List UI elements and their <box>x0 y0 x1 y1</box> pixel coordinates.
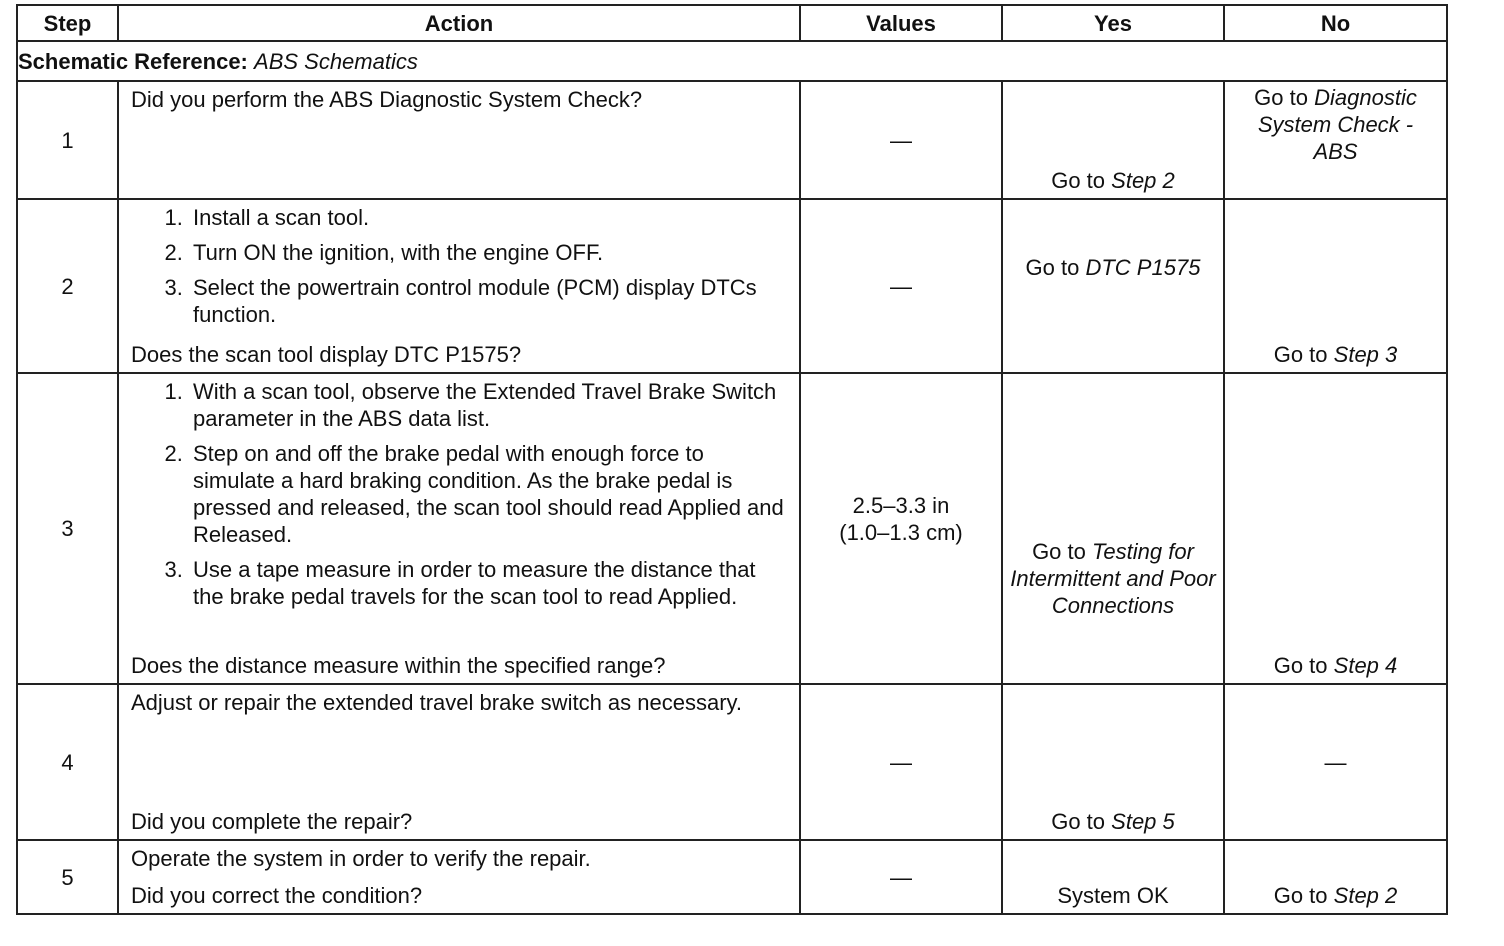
header-row <box>17 5 1447 41</box>
yes-cell <box>1002 684 1224 840</box>
action-question: Did you complete the repair? <box>131 809 413 834</box>
action-question: Did you correct the condition? <box>131 883 423 908</box>
header-no: No <box>1224 5 1447 41</box>
no-cell <box>1224 81 1447 199</box>
yes-prefix: Go to <box>1025 255 1080 280</box>
action-cell <box>118 840 800 914</box>
value-cell: — <box>800 199 1002 373</box>
no-cell <box>1224 373 1447 684</box>
yes-prefix: Go to <box>1032 539 1086 564</box>
action-cell <box>118 684 800 840</box>
step-number: 3 <box>17 373 118 684</box>
list-item: 3. Select the powertrain control module (PCM) display DTCs function. <box>189 274 789 328</box>
no-link[interactable]: Diagnostic System Check - ABS <box>1257 85 1417 164</box>
header-values: Values <box>800 5 1002 41</box>
schematic-reference-row <box>17 41 1447 81</box>
no-prefix: Go to <box>1273 653 1328 678</box>
schematic-label: Schematic Reference: <box>18 48 248 74</box>
yes-link[interactable]: Testing for Intermittent and Poor Connections <box>1010 539 1216 618</box>
value-cell: — <box>800 840 1002 914</box>
no-link[interactable]: Step 4 <box>1333 653 1398 678</box>
action-cell <box>118 199 800 373</box>
no-result <box>1225 652 1446 679</box>
diagnostic-table <box>16 4 1448 915</box>
action-cell <box>118 81 800 199</box>
step-number: 1 <box>17 81 118 199</box>
yes-result <box>1003 254 1223 281</box>
list-item: 2. Turn ON the ignition, with the engine OFF. <box>189 239 789 266</box>
list-item: 3. Use a tape measure in order to measure the distance that the brake pedal travels for the scan tool to read Applied. <box>189 556 789 610</box>
no-prefix: Go to <box>1254 85 1308 110</box>
table-row <box>17 199 1447 373</box>
table-row <box>17 81 1447 199</box>
table-row <box>17 373 1447 684</box>
action-list <box>131 204 789 328</box>
table-row <box>17 684 1447 840</box>
step-number: 2 <box>17 199 118 373</box>
no-cell <box>1224 199 1447 373</box>
action-question: Does the scan tool display DTC P1575? <box>131 342 522 367</box>
list-item: 2. Step on and off the brake pedal with enough force to simulate a hard braking condition. As the brake pedal is pressed and released, the scan tool should read Applied and Released. <box>189 440 789 548</box>
no-result <box>1225 882 1446 909</box>
no-cell: — <box>1224 684 1447 840</box>
yes-result <box>1003 167 1223 194</box>
step-number: 5 <box>17 840 118 914</box>
no-link[interactable]: Step 2 <box>1333 883 1398 908</box>
yes-result <box>1003 538 1223 619</box>
step-number: 4 <box>17 684 118 840</box>
action-question: Does the distance measure within the specified range? <box>131 653 666 678</box>
no-prefix: Go to <box>1273 342 1328 367</box>
no-cell <box>1224 840 1447 914</box>
no-link[interactable]: Step 3 <box>1333 342 1398 367</box>
action-text: Adjust or repair the extended travel brake switch as necessary. <box>131 690 743 715</box>
schematic-reference <box>17 41 1447 81</box>
value-cell <box>800 373 1002 684</box>
list-item: 1. With a scan tool, observe the Extended Travel Brake Switch parameter in the ABS data list. <box>189 378 789 432</box>
header-action: Action <box>118 5 800 41</box>
no-prefix: Go to <box>1273 883 1328 908</box>
yes-prefix: Go to <box>1051 168 1106 193</box>
yes-result: System OK <box>1057 883 1169 908</box>
yes-prefix: Go to <box>1051 809 1106 834</box>
value-cell: — <box>800 81 1002 199</box>
no-result <box>1225 341 1446 368</box>
yes-cell <box>1002 81 1224 199</box>
yes-link[interactable]: DTC P1575 <box>1085 255 1201 280</box>
schematic-link[interactable]: ABS Schematics <box>254 48 418 74</box>
yes-cell <box>1002 373 1224 684</box>
yes-result <box>1003 808 1223 835</box>
table-row <box>17 840 1447 914</box>
yes-link[interactable]: Step 5 <box>1111 809 1175 834</box>
yes-cell <box>1002 840 1224 914</box>
value-cell: — <box>800 684 1002 840</box>
action-list <box>131 378 789 610</box>
no-result <box>1225 82 1446 165</box>
action-text: Did you perform the ABS Diagnostic System Check? <box>131 87 643 112</box>
header-step: Step <box>17 5 118 41</box>
header-yes: Yes <box>1002 5 1224 41</box>
value-range-in: 2.5–3.3 in <box>852 492 950 518</box>
value-range-cm: (1.0–1.3 cm) <box>839 519 963 545</box>
action-cell <box>118 373 800 684</box>
action-text: Operate the system in order to verify the repair. <box>131 846 591 871</box>
list-item: 1. Install a scan tool. <box>189 204 789 231</box>
yes-link[interactable]: Step 2 <box>1111 168 1175 193</box>
yes-cell <box>1002 199 1224 373</box>
